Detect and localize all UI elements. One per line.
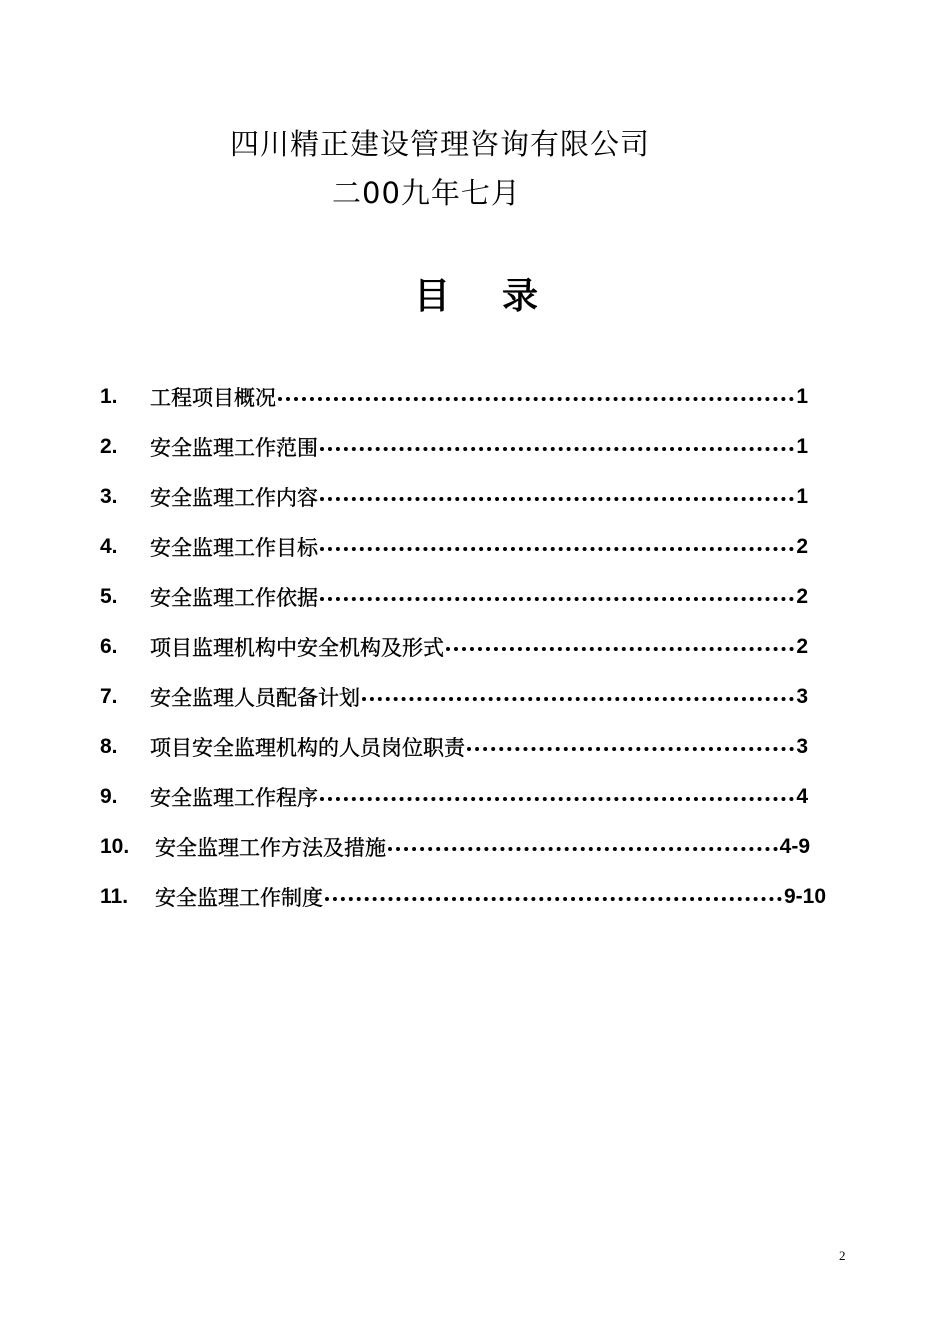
toc-dot-leader [320, 797, 794, 801]
toc-entry-number: 11. [100, 885, 129, 908]
toc-dot-leader [320, 547, 794, 551]
toc-entry-title: 安全监理人员配备计划 [150, 686, 360, 710]
toc-entry[interactable] [100, 872, 826, 922]
toc-entry-page: 2 [796, 535, 808, 558]
toc-entry-page: 1 [796, 485, 808, 508]
toc-entry[interactable] [100, 472, 808, 522]
toc-entry-title: 工程项目概况 [150, 386, 276, 410]
toc-dot-leader [320, 497, 794, 501]
toc-entry-number: 4. [100, 535, 118, 558]
company-name: 四川精正建设管理咨询有限公司 [230, 127, 651, 161]
toc-entry-page: 2 [796, 635, 808, 658]
toc-title-part1: 目 [414, 276, 451, 317]
toc-entry[interactable] [100, 772, 808, 822]
toc-entry-title: 安全监理工作内容 [150, 486, 318, 510]
toc-entry-title: 安全监理工作目标 [150, 536, 318, 560]
toc-entry[interactable] [100, 572, 808, 622]
toc-entry-number: 8. [100, 735, 118, 758]
toc-entry[interactable] [100, 422, 808, 472]
toc-entry-number: 6. [100, 635, 118, 658]
toc-entry-title: 项目监理机构中安全机构及形式 [150, 636, 444, 660]
toc-entry-title: 安全监理工作方法及措施 [155, 836, 386, 860]
table-of-contents [100, 372, 826, 922]
toc-entry-number: 5. [100, 585, 118, 608]
toc-entry[interactable] [100, 622, 808, 672]
toc-entry[interactable] [100, 672, 808, 722]
toc-entry-number: 3. [100, 485, 118, 508]
toc-dot-leader [325, 897, 782, 901]
toc-dot-leader [320, 447, 794, 451]
toc-entry-number: 1. [100, 385, 118, 408]
toc-dot-leader [446, 647, 794, 651]
toc-entry-page: 1 [796, 435, 808, 458]
toc-entry-number: 10. [100, 835, 130, 858]
toc-entry[interactable] [100, 372, 808, 422]
page-number: 2 [839, 1248, 846, 1263]
toc-entry-title: 安全监理工作范围 [150, 436, 318, 460]
toc-title [414, 268, 538, 319]
toc-entry-page: 2 [796, 585, 808, 608]
document-date: 二00九年七月 [332, 176, 521, 210]
toc-entry-page: 3 [796, 685, 808, 708]
toc-entry-page: 4-9 [779, 835, 810, 858]
toc-entry[interactable] [100, 722, 808, 772]
toc-entry-title: 项目安全监理机构的人员岗位职责 [150, 736, 465, 760]
toc-entry-page: 3 [796, 735, 808, 758]
toc-entry-page: 4 [796, 785, 808, 808]
toc-entry-number: 2. [100, 435, 118, 458]
toc-dot-leader [362, 697, 794, 701]
toc-dot-leader [320, 597, 794, 601]
toc-entry-number: 7. [100, 685, 118, 708]
toc-title-part2: 录 [502, 276, 539, 317]
toc-dot-leader [388, 847, 778, 851]
toc-entry[interactable] [100, 822, 810, 872]
toc-entry-page: 1 [796, 385, 808, 408]
toc-entry-title: 安全监理工作程序 [150, 786, 318, 810]
toc-dot-leader [278, 397, 794, 401]
toc-entry-number: 9. [100, 785, 118, 808]
toc-entry-page: 9-10 [783, 885, 826, 908]
toc-entry[interactable] [100, 522, 808, 572]
toc-entry-title: 安全监理工作制度 [155, 886, 323, 910]
toc-entry-title: 安全监理工作依据 [150, 586, 318, 610]
toc-dot-leader [467, 747, 794, 751]
